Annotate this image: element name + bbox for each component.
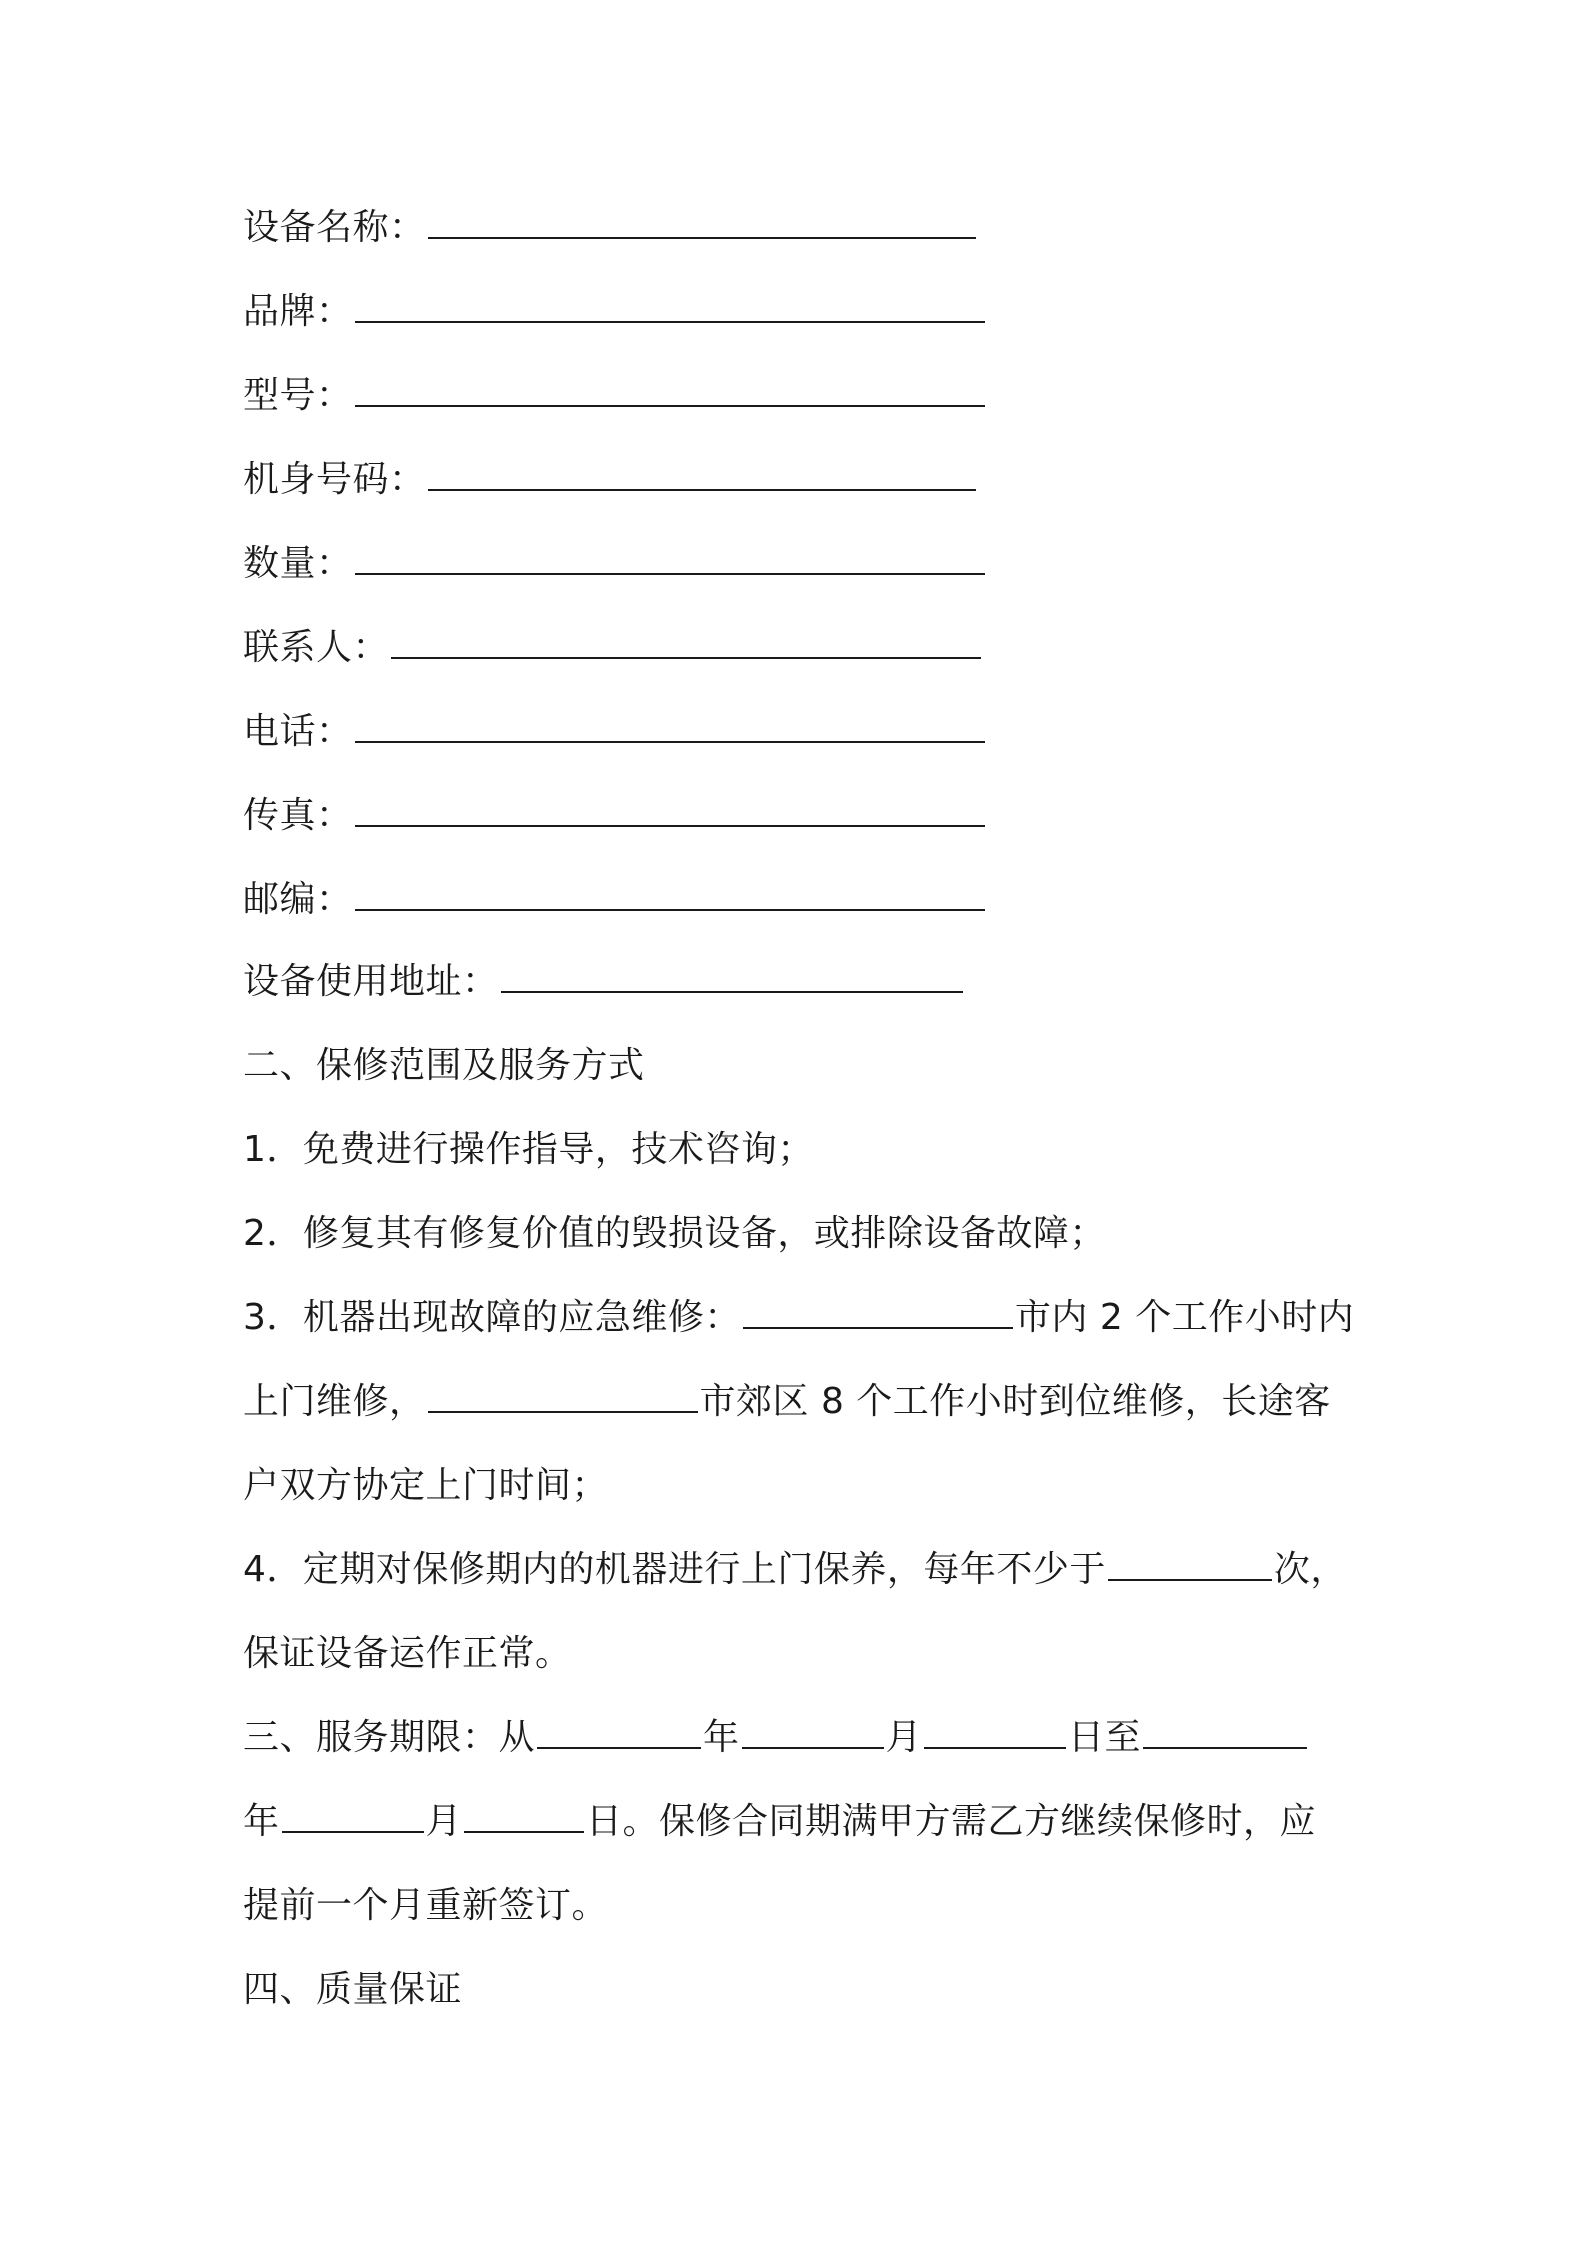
section-3-text: 日。保修合同期满甲方需乙方继续保修时，应 — [586, 1801, 1317, 1842]
maintenance-times-blank[interactable] — [1108, 1549, 1272, 1581]
section-2-item-4-line-1 — [243, 1546, 1347, 1594]
field-phone — [243, 708, 987, 756]
quantity-blank[interactable] — [355, 543, 985, 575]
field-label: 设备使用地址： — [243, 961, 499, 1002]
field-label: 数量： — [243, 543, 353, 584]
start-year-blank[interactable] — [537, 1717, 701, 1749]
month-label: 月 — [885, 1717, 923, 1758]
section-2-item-1: 1．免费进行操作指导，技术咨询； — [243, 1129, 814, 1170]
field-serial-number — [243, 456, 978, 504]
postcode-blank[interactable] — [355, 879, 985, 911]
field-fax — [243, 792, 987, 840]
address-blank[interactable] — [501, 961, 963, 993]
field-brand — [243, 288, 987, 336]
day-to-label: 日至 — [1068, 1717, 1142, 1758]
fax-blank[interactable] — [355, 795, 985, 827]
field-label: 型号： — [243, 375, 353, 416]
end-month-blank[interactable] — [282, 1801, 424, 1833]
field-quantity — [243, 540, 987, 588]
section-4-heading: 四、质量保证 — [243, 1969, 463, 2010]
end-day-blank[interactable] — [464, 1801, 584, 1833]
field-label: 联系人： — [243, 627, 390, 668]
field-model — [243, 372, 987, 420]
item-3-text: 3．机器出现故障的应急维修： — [243, 1297, 741, 1338]
start-day-blank[interactable] — [924, 1717, 1066, 1749]
item-3-text: 上门维修， — [243, 1381, 426, 1422]
field-label: 电话： — [243, 711, 353, 752]
section-2-item-3-line-1 — [243, 1294, 1354, 1342]
field-label: 邮编： — [243, 879, 353, 920]
field-label: 设备名称： — [243, 207, 426, 248]
item-3-text: 市内 2 个工作小时内 — [1014, 1297, 1355, 1338]
serial-number-blank[interactable] — [428, 459, 976, 491]
field-label: 机身号码： — [243, 459, 426, 500]
suburb-blank[interactable] — [428, 1381, 698, 1413]
contact-blank[interactable] — [391, 627, 981, 659]
field-label: 品牌： — [243, 291, 353, 332]
start-month-blank[interactable] — [742, 1717, 884, 1749]
item-3-text: 市郊区 8 个工作小时到位维修，长途客 — [699, 1381, 1331, 1422]
section-2-heading: 二、保修范围及服务方式 — [243, 1045, 645, 1086]
section-3-line-3: 提前一个月重新签订。 — [243, 1885, 609, 1926]
section-2-item-4-line-2: 保证设备运作正常。 — [243, 1633, 572, 1674]
field-postcode — [243, 876, 987, 924]
month-label: 月 — [425, 1801, 463, 1842]
field-label: 传真： — [243, 795, 353, 836]
city-blank[interactable] — [743, 1297, 1013, 1329]
section-3-line-1 — [243, 1714, 1309, 1762]
section-3-text: 三、服务期限：从 — [243, 1717, 536, 1758]
field-device-name — [243, 204, 978, 252]
end-year-blank[interactable] — [1143, 1717, 1307, 1749]
item-4-text: 次， — [1273, 1549, 1347, 1590]
item-4-text: 4．定期对保修期内的机器进行上门保养，每年不少于 — [243, 1549, 1106, 1590]
section-2-item-3-line-3: 户双方协定上门时间； — [243, 1465, 609, 1506]
device-name-blank[interactable] — [428, 207, 976, 239]
model-blank[interactable] — [355, 375, 985, 407]
year-label: 年 — [243, 1801, 280, 1842]
year-label: 年 — [703, 1717, 740, 1758]
field-address — [243, 958, 965, 1006]
section-2-item-2: 2．修复其有修复价值的毁损设备，或排除设备故障； — [243, 1213, 1106, 1254]
brand-blank[interactable] — [355, 291, 985, 323]
phone-blank[interactable] — [355, 711, 985, 743]
section-3-line-2 — [243, 1798, 1316, 1846]
section-2-item-3-line-2 — [243, 1378, 1331, 1426]
field-contact — [243, 624, 983, 672]
